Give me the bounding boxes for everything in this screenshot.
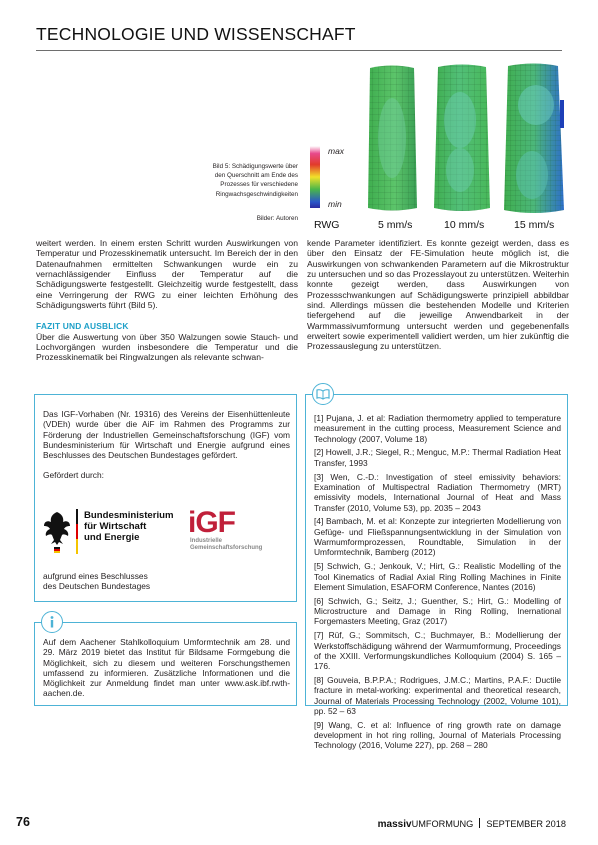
section-title: TECHNOLOGIE UND WISSENSCHAFT [36, 24, 356, 44]
reference-item: [4] Bambach, M. et al: Konzepte zur integrierten Modellierung von Gefüge- und Fließspannungsentwicklung in der Simulation von Warmumformprozessen, Roundtable, Simulation in der Umformtechnik, Bamberg (2012) [314, 516, 561, 558]
caption-line: Prozesses für verschiedene [220, 181, 298, 189]
footer-masthead [300, 818, 566, 830]
event-text: Auf dem Aachener Stahlkolloquium Umformtechnik am 28. und 29. März 2019 bietet das Institut für Bildsame Formgebung die Möglichkeit, sich zu diesem und weiteren Forschungsthemen umfassend zu informieren. Zusätzliche Informationen und die Möglichkeit zur Anmeldung findet man unter www.ask.ibf.rwth-aachen.de. [43, 637, 290, 699]
info-icon [41, 611, 63, 633]
bmwi-line: für Wirtschaft [84, 521, 147, 532]
igf-subline: Industrielle [190, 538, 223, 544]
paragraph: kende Parameter identifiziert. Es konnte gezeigt werden, dass es über den Einsatz der FE-Simulation heute möglich ist, die Auswirkungen von schwankenden Parametern auf die Mikrostruktur zu untersuchen und so das Prozesslayout zu unterstützen. Weiterhin konnte gezeigt werden, dass Auswirkungen von Prozessschwankungen auf Schädigungswerte prinzipiell abbildbar sind. Allerdings müssen die bestehenden Modelle und Kriterien tiefergehend auf die jeweilige Anwendbarkeit in der Warmmassivumformung untersucht werden und gegebenenfalls erweitert sowie experimentell validiert werden, um hier zukünftig die Prozessauslegung zu unterstützen. [307, 238, 569, 352]
legend-min-label: min [328, 199, 342, 209]
caption-line: den Querschnitt am Ende des [214, 172, 298, 180]
figure-credit: Bilder: Autoren [256, 215, 298, 222]
issue-date: SEPTEMBER 2018 [486, 819, 566, 829]
cross-section-10mms [434, 65, 490, 212]
federal-eagle-icon [42, 510, 72, 554]
funding-info-box [34, 394, 297, 602]
reference-item: [7] Rüf, G.; Sommitsch, C.; Buchmayer, B.: Modellierung der Werkstoffschädigung während der Warmumformung, Proceedings of the XXIII. Verformungskundliches Kolloquium (2004) S. 165 – 176. [314, 630, 561, 672]
figure-caption [150, 162, 298, 199]
references-box [305, 394, 568, 751]
caption-line: Ringwachsgeschwindigkeiten [215, 190, 298, 198]
bmwi-logo [42, 508, 182, 563]
book-icon [312, 383, 334, 405]
legend-max-label: max [328, 146, 345, 156]
igf-logo [188, 508, 298, 563]
subheading-fazit: FAZIT UND AUSBLICK [36, 321, 129, 332]
reference-item: [3] Wen, C.-D.: Investigation of steel emissivity behaviors: Examination of Multispectral Radiation Thermometry (MRT) emissivity models, International Journal of Heat and Mass Transfer (2010, Volume 53), pp. 2035 – 2043 [314, 471, 561, 513]
cross-section-15mms [504, 64, 564, 214]
damage-simulation-figure [300, 60, 568, 238]
label-15mms: 15 mm/s [514, 219, 555, 231]
caption-line: Bild 5: Schädigungswerte über [212, 163, 298, 170]
bmwi-line: und Energie [84, 532, 140, 543]
event-info-box [34, 622, 297, 706]
reference-item: [2] Howell, J.R.; Siegel, R.; Menguc, M.P.: Thermal Radiation Heat Transfer, 1993 [314, 447, 561, 468]
brand-rest: UMFORMUNG [411, 819, 474, 829]
reference-item: [6] Schwich, G.; Seitz, J.; Guenther, S.; Hirt, G.: Modelling of Microstructure and Damage in Ring Rolling, Inernational Forgemasters Meeting, Graz (2017) [314, 595, 561, 627]
label-rwg: RWG [314, 219, 340, 231]
funded-by-label: Gefördert durch: [43, 470, 104, 481]
reference-item: [1] Pujana, J. et al: Radiation thermometry applied to temperature measurement in the cutting process, Measurement Science and Technology (2007, Volume 18) [314, 413, 561, 444]
label-5mms: 5 mm/s [378, 219, 413, 231]
header-rule [36, 50, 562, 51]
igf-subline: Gemeinschaftsforschung [190, 545, 263, 552]
brand-bold: massiv [377, 819, 412, 830]
page-number: 76 [16, 815, 30, 829]
bmwi-line: Bundesministerium [84, 510, 174, 521]
label-10mms: 10 mm/s [444, 219, 485, 231]
reference-item: [9] Wang, C. et al: Influence of ring growth rate on damage development in hot ring rolling, Journal of Materials Processing Technology (2016, Volume 227), pp. 268 – 280 [314, 719, 561, 751]
footer-separator [479, 818, 480, 828]
cross-section-5mms [368, 66, 417, 211]
paragraph: Über die Auswertung von über 350 Walzungen sowie Stauch- und Lochvorgängen wurden insbesondere die Temperatur und die Prozesskinematik bei Ringwalzungen als relevante schwan- [36, 331, 298, 363]
decision-line: des Deutschen Bundestages [43, 581, 151, 592]
legend-color-bar [310, 146, 320, 208]
decision-line: aufgrund eines Beschlusses [43, 571, 148, 581]
igf-wordmark: iGF [188, 506, 235, 539]
paragraph: weitert werden. In einem ersten Schritt wurden Auswirkungen von Temperatur und Prozesskinematik untersucht. Im Bereich der in den Datenaufnahmen ermittelten Schwankungen wurde ein zu vernachlässigender Einfluss der Temperatur auf die Schädigungswerte festgestellt. Gleichzeitig wurde festgestellt, dass eine Verringerung der RWG zu einer leichten Erhöhung des Schädigungswerts führt (Bild 5). [36, 238, 298, 311]
text-column-right [307, 238, 569, 352]
reference-item: [8] Gouveia, B.P.P.A.; Rodrigues, J.M.C.; Martins, P.A.F.: Ductile fracture in metal-working: experimental and theoretical research, Journal of Materials Processing Technology (2002, Volume 101), pp. 52 – 63 [314, 674, 561, 716]
text-column-left [36, 238, 298, 363]
reference-item: [5] Schwich, G.; Jenkouk, V.; Hirt, G.: Realistic Modelling of the Tool Kinematics of Radial Axial Ring Rolling Machines in Finite Element Simulation, ESAFORM Conference, Nantes (2016) [314, 561, 561, 592]
funding-text: Das IGF-Vorhaben (Nr. 19316) des Vereins der Eisenhüttenleute (VDEh) wurde über die AiF im Rahmen des Programms zur Förderung der Industriellen Gemeinschaftsforschung (IGF) vom Bundesministerium für Wirtschaft und Energie aufgrund eines Beschlusses des Deutschen Bundestages gefördert. [43, 409, 290, 461]
